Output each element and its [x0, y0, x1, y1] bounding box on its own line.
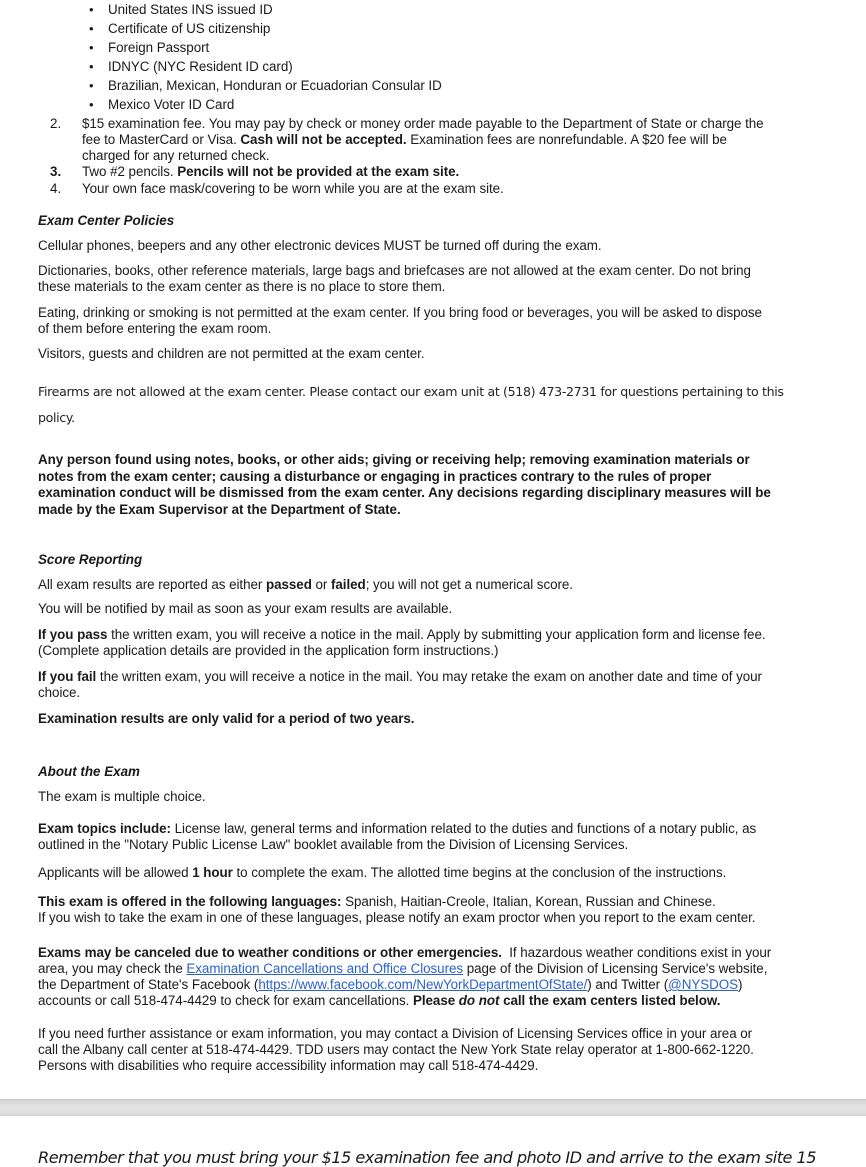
paragraph: If you wish to take the exam in one of these languages, please notify an exam proctor when you report to the exam center.: [38, 910, 756, 925]
paragraph: [38, 993, 720, 1009]
if-pass-label: If you pass: [38, 627, 108, 642]
list-item: United States INS issued ID: [108, 2, 273, 17]
paragraph: Persons with disabilities who require accessibility information may call 518-474-4429.: [38, 1058, 539, 1073]
text: the Department of State's Facebook (: [38, 977, 259, 992]
item-number: 3.: [50, 164, 62, 179]
text: License law, general terms and information related to the duties and functions of a notary public, as: [170, 821, 757, 836]
list-item: Mexico Voter ID Card: [108, 97, 235, 112]
item-number: 2.: [50, 116, 62, 131]
text: do not: [458, 993, 500, 1008]
failed-label: failed: [331, 577, 366, 592]
text: page of the Division of Licensing Service's website,: [463, 961, 768, 976]
text: Two #2 pencils.: [82, 164, 178, 179]
paragraph: (Complete application details are provided in the application form instructions.): [38, 643, 499, 658]
list-item: IDNYC (NYC Resident ID card): [108, 59, 293, 74]
section-heading: Exam Center Policies: [38, 213, 175, 228]
text: area, you may check the: [38, 961, 187, 976]
paragraph: [38, 977, 742, 993]
text: Examination fees are nonrefundable. A $20 fee will be: [406, 132, 727, 147]
requirement-mask: Your own face mask/covering to be worn while you are at the exam site.: [82, 181, 504, 196]
paragraph: choice.: [38, 685, 81, 700]
cash-warning: Cash will not be accepted.: [240, 132, 407, 147]
bullet-icon: •: [89, 2, 94, 17]
text: or: [311, 577, 331, 592]
section-heading: About the Exam: [38, 764, 140, 779]
facebook-link[interactable]: https://www.facebook.com/NewYorkDepartmentOfState/: [258, 977, 588, 992]
bullet-icon: •: [89, 21, 94, 36]
bullet-icon: •: [89, 59, 94, 74]
conduct-warning: notes from the exam center; causing a disturbance or engaging in practices contrary to the rules of proper: [38, 469, 712, 484]
text: All exam results are reported as either: [38, 577, 266, 592]
if-fail-label: If you fail: [38, 669, 97, 684]
cancellations-link[interactable]: Examination Cancellations and Office Closures: [186, 961, 464, 976]
topics-label: Exam topics include:: [38, 821, 171, 836]
paragraph: If you need further assistance or exam information, you may contact a Division of Licensing Services office in your area or: [38, 1026, 753, 1041]
text: to complete the exam. The allotted time begins at the conclusion of the instructions.: [232, 865, 727, 880]
validity-note: Examination results are only valid for a period of two years.: [38, 711, 415, 726]
paragraph: You will be notified by mail as soon as your exam results are available.: [38, 601, 453, 616]
text: the written exam, you will receive a notice in the mail. You may retake the exam on another date and time of your: [96, 669, 762, 684]
list-item: Certificate of US citizenship: [108, 21, 271, 36]
bullet-icon: •: [89, 40, 94, 55]
paragraph: [38, 945, 771, 961]
text: call the exam centers listed below.: [499, 993, 721, 1008]
paragraph: The exam is multiple choice.: [38, 789, 206, 804]
item-number: 4.: [50, 181, 62, 196]
languages-label: This exam is offered in the following languages:: [38, 894, 342, 909]
text: the written exam, you will receive a notice in the mail. Apply by submitting your application form and license fee.: [107, 627, 766, 642]
requirement-fee-line: $15 examination fee. You may pay by check or money order made payable to the Department of State or charge the: [82, 116, 764, 131]
list-item: Foreign Passport: [108, 40, 210, 55]
duration-value: 1 hour: [192, 865, 233, 880]
requirement-fee-line: charged for any returned check.: [82, 148, 270, 163]
paragraph: [38, 961, 767, 977]
paragraph: [38, 577, 573, 593]
firearms-paragraph: Firearms are not allowed at the exam center. Please contact our exam unit at (518) 473-2731 for questions pertaining to this: [38, 384, 784, 399]
passed-label: passed: [265, 577, 312, 592]
paragraph: [38, 627, 766, 643]
twitter-link[interactable]: @NYSDOS: [668, 977, 738, 992]
reminder-text: Remember that you must bring your $15 examination fee and photo ID and arrive to the exam site 15: [38, 1148, 817, 1167]
paragraph: of them before entering the exam room.: [38, 321, 272, 336]
paragraph: Eating, drinking or smoking is not permitted at the exam center. If you bring food or beverages, you will be asked to dispose: [38, 305, 762, 320]
paragraph: Cellular phones, beepers and any other electronic devices MUST be turned off during the exam.: [38, 238, 602, 253]
text: Applicants will be allowed: [38, 865, 193, 880]
requirement-pencils: [82, 164, 459, 180]
paragraph: [38, 894, 716, 910]
paragraph: call the Albany call center at 518-474-4429. TDD users may contact the New York State relay operator at 1-800-662-1220.: [38, 1042, 754, 1057]
text: ; you will not get a numerical score.: [365, 577, 573, 592]
paragraph: Visitors, guests and children are not permitted at the exam center.: [38, 346, 425, 361]
cancellation-warning: Exams may be canceled due to weather conditions or other emergencies.: [38, 945, 502, 960]
text: ): [737, 977, 743, 992]
conduct-warning: examination conduct will be dismissed from the exam center. Any decisions regarding disciplinary measures will be: [38, 485, 771, 500]
paragraph: these materials to the exam center as there is no place to store them.: [38, 279, 446, 294]
page-divider: [0, 1099, 866, 1116]
requirement-fee-line: [82, 132, 727, 148]
paragraph: [38, 669, 762, 685]
pencils-warning: Pencils will not be provided at the exam site.: [177, 164, 460, 179]
paragraph: [38, 865, 726, 881]
paragraph: [38, 821, 756, 837]
conduct-warning: Any person found using notes, books, or other aids; giving or receiving help; removing examination materials or: [38, 452, 750, 467]
text: ) and Twitter (: [587, 977, 669, 992]
text: Please: [412, 993, 459, 1008]
paragraph: outlined in the "Notary Public License Law" booklet available from the Division of Licensing Services.: [38, 837, 629, 852]
text: fee to MasterCard or Visa.: [82, 132, 241, 147]
section-heading: Score Reporting: [38, 552, 143, 567]
conduct-warning: made by the Exam Supervisor at the Department of State.: [38, 502, 401, 517]
list-item: Brazilian, Mexican, Honduran or Ecuadorian Consular ID: [108, 78, 442, 93]
text: Spanish, Haitian-Creole, Italian, Korean, Russian and Chinese.: [341, 894, 716, 909]
text: If hazardous weather conditions exist in your: [501, 945, 772, 960]
firearms-paragraph: policy.: [38, 410, 75, 425]
text: accounts or call 518-474-4429 to check for exam cancellations.: [38, 993, 413, 1008]
bullet-icon: •: [89, 78, 94, 93]
paragraph: Dictionaries, books, other reference materials, large bags and briefcases are not allowed at the exam center. Do not bring: [38, 263, 751, 278]
bullet-icon: •: [89, 97, 94, 112]
